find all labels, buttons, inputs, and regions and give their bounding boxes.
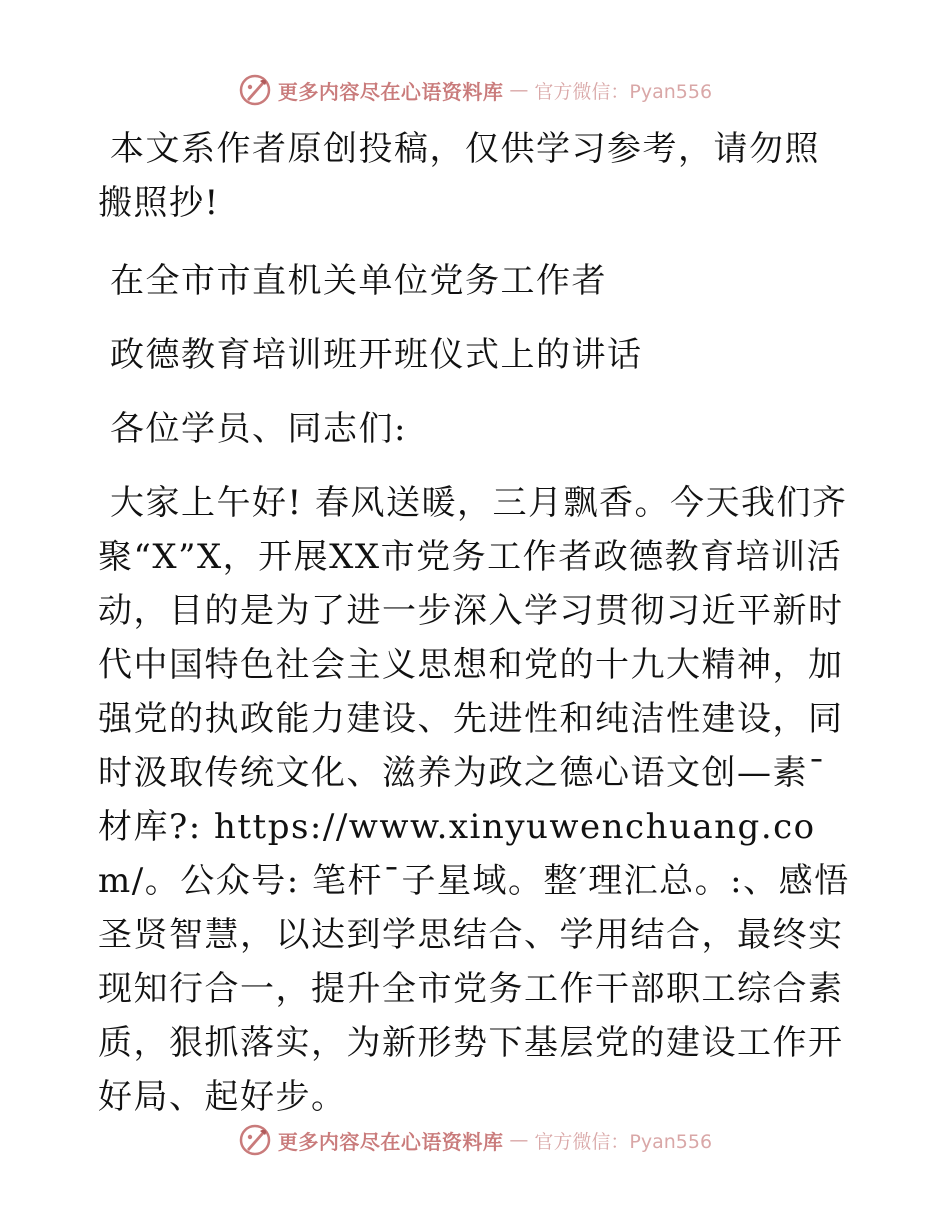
body-paragraph: 大家上午好! 春风送暖，三月飘香。今天我们齐聚“X”X，开展XX市党务工作者政德教育培训活动，目的是为了进一步深入学习贯彻习近平新时代中国特色社会主义思想和党的十九大精神，加强党的执政能力建设、先进性和纯洁性建设，同时汲取传统文化、滋养为政之德心语文创—素¯材库?: https://www.xinyuwenchuang.com/。公众号: 笔杆¯子星域。整′理汇总。:、感悟圣贤智慧，以达到学思结合、学用结合，最终实现知行合一，提升全市党务工作干部职工综合素质，狠抓落实，为新形势下基层党的建设工作开好局、起好步。	[98, 483, 850, 1117]
watermark-main-text: 更多内容尽在心语资料库	[277, 79, 504, 104]
watermark-contact-text: 官方微信：Pyan556	[534, 1130, 713, 1153]
salutation: 各位学员、同志们:	[110, 409, 407, 449]
watermark-dash: —	[509, 1129, 529, 1151]
disclaimer-paragraph: 本文系作者原创投稿，仅供学习参考，请勿照搬照抄!	[98, 129, 820, 223]
header-watermark	[0, 70, 950, 110]
document-body	[98, 122, 854, 1124]
spacer	[98, 308, 854, 328]
spacer	[98, 382, 854, 402]
watermark-dash: —	[509, 79, 529, 101]
footer-watermark	[0, 1120, 950, 1160]
spacer	[98, 456, 854, 476]
header-watermark-inner	[238, 73, 712, 107]
watermark-contact-text: 官方微信：Pyan556	[534, 80, 713, 103]
quill-logo-icon	[238, 1123, 272, 1157]
spacer	[98, 230, 854, 254]
title-line-2: 政德教育培训班开班仪式上的讲话	[110, 335, 643, 375]
title-line-1: 在全市市直机关单位党务工作者	[110, 261, 607, 301]
footer-watermark-inner	[238, 1123, 712, 1157]
watermark-main-text: 更多内容尽在心语资料库	[277, 1129, 504, 1154]
quill-logo-icon	[238, 73, 272, 107]
